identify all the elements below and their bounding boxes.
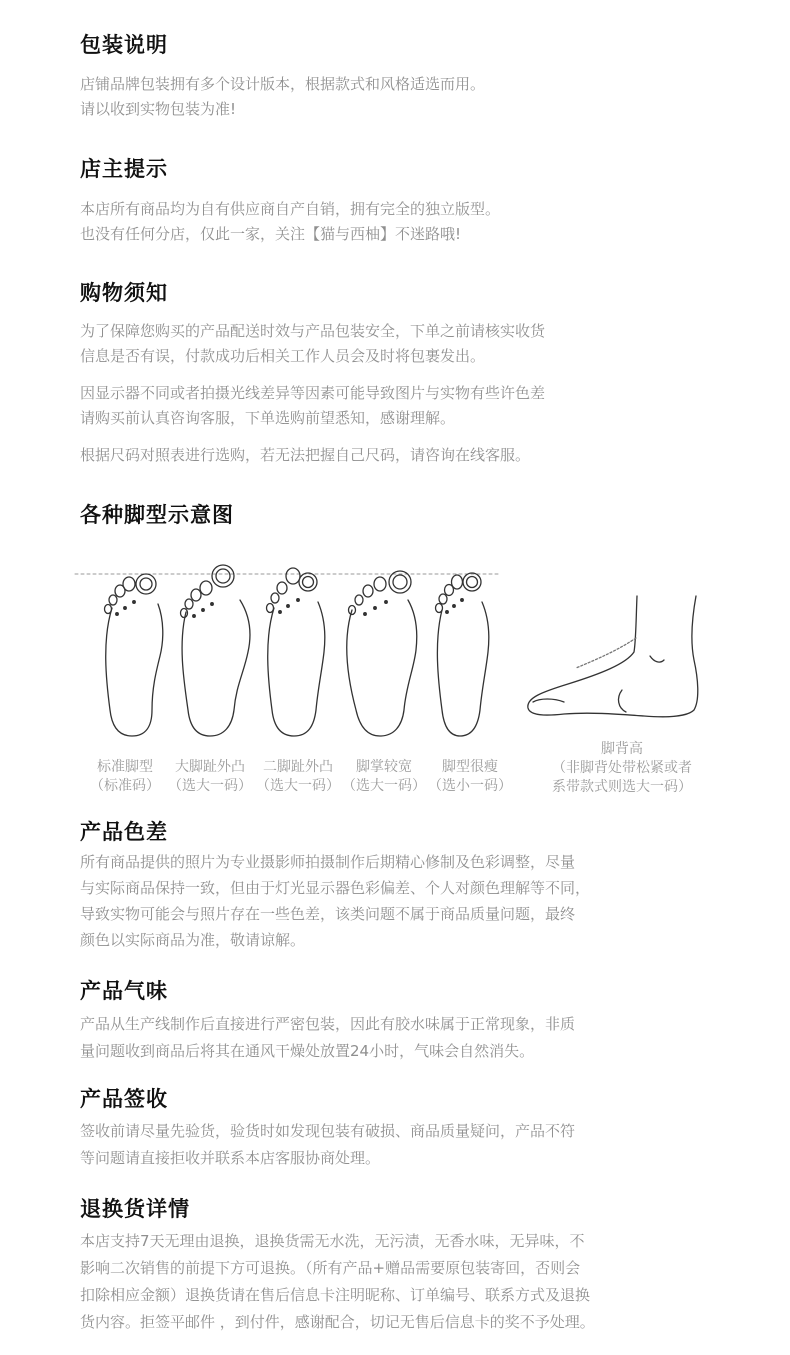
foot-name: 脚掌较宽 <box>356 759 412 775</box>
shopping-text-3 <box>80 443 530 468</box>
size-advice: （选大一码） <box>342 778 426 794</box>
foot-caption-slim <box>424 758 516 796</box>
text-line: 影响二次销售的前提下方可退换。（所有产品+赠品需要原包装寄回，否则会 <box>80 1259 581 1277</box>
foot-slim-icon <box>436 573 489 736</box>
section-title-packaging: 包装说明 <box>80 33 168 57</box>
text-line: 因显示器不同或者拍摄光线差异等因素可能导致图片与实物有些许色差 <box>80 384 546 402</box>
size-advice: （标准码） <box>90 778 160 794</box>
section-title-returns: 退换货详情 <box>80 1197 190 1221</box>
section-title-color: 产品色差 <box>80 820 168 844</box>
text-line: 也没有任何分店，仅此一家，关注【猫与西柚】不迷路哦! <box>80 225 462 243</box>
shopping-text-2 <box>80 381 545 431</box>
text-line: 所有商品提供的照片为专业摄影师拍摄制作后期精心修制及色彩调整，尽量 <box>80 853 576 871</box>
foot-second-toe-outward-icon <box>267 568 325 736</box>
shopping-text-1 <box>80 319 545 369</box>
text-line: 本店支持7天无理由退换，退换货需无水洗，无污渍，无香水味，无异味，不 <box>80 1232 585 1250</box>
foot-standard-icon <box>105 574 163 736</box>
foot-high-instep-icon <box>528 596 698 717</box>
size-advice: （选大一码） <box>168 778 252 794</box>
text-line: 与实际商品保持一致，但由于灯光显示器色彩偏差、个人对颜色理解等不同， <box>80 879 591 897</box>
text-line: 请购买前认真咨询客服，下单选购前望悉知，感谢理解。 <box>80 409 456 427</box>
foot-name: 标准脚型 <box>97 759 153 775</box>
size-advice: 系带款式则选大一码） <box>552 779 692 795</box>
text-line: 导致实物可能会与照片存在一些色差，该类问题不属于商品质量问题，最终 <box>80 905 576 923</box>
foot-big-toe-outward-icon <box>181 565 250 736</box>
section-title-foot-types: 各种脚型示意图 <box>80 503 234 527</box>
foot-caption-second-toe <box>252 758 344 796</box>
text-line: 店铺品牌包装拥有多个设计版本，根据款式和风格适选而用。 <box>80 75 486 93</box>
text-line: 扣除相应金额）退换货请在售后信息卡注明昵称、订单编号、联系方式及退换 <box>80 1286 591 1304</box>
text-line: 请以收到实物包装为准! <box>80 100 237 118</box>
section-title-signing: 产品签收 <box>80 1087 168 1111</box>
foot-caption-standard <box>83 758 167 796</box>
text-line: 产品从生产线制作后直接进行严密包装，因此有胶水味属于正常现象，非质 <box>80 1015 576 1033</box>
foot-name: 二脚趾外凸 <box>263 759 333 775</box>
text-line: 为了保障您购买的产品配送时效与产品包装安全，下单之前请核实收货 <box>80 322 546 340</box>
size-advice: （选大一码） <box>256 778 340 794</box>
foot-types-illustration <box>70 560 720 750</box>
section-title-owner-tips: 店主提示 <box>80 157 168 181</box>
signing-text <box>80 1118 575 1172</box>
text-line: 颜色以实际商品为准，敬请谅解。 <box>80 931 306 949</box>
text-line: 等问题请直接拒收并联系本店客服协商处理。 <box>80 1149 381 1167</box>
foot-name: 脚型很瘦 <box>442 759 498 775</box>
foot-name: 脚背高 <box>601 741 643 757</box>
size-advice: （非脚背处带松紧或者 <box>552 760 692 776</box>
text-line: 量问题收到商品后将其在通风干燥处放置24小时，气味会自然消失。 <box>80 1042 535 1060</box>
odor-text <box>80 1011 575 1065</box>
packaging-text <box>80 72 485 122</box>
foot-name: 大脚趾外凸 <box>175 759 245 775</box>
size-advice: （选小一码） <box>428 778 512 794</box>
text-line: 本店所有商品均为自有供应商自产自销，拥有完全的独立版型。 <box>80 200 501 218</box>
text-line: 签收前请尽量先验货，验货时如发现包装有破损、商品质量疑问，产品不符 <box>80 1122 576 1140</box>
foot-wide-icon <box>347 571 417 736</box>
text-line: 根据尺码对照表进行选购，若无法把握自己尺码，请咨询在线客服。 <box>80 446 531 464</box>
foot-caption-high-instep <box>532 740 712 797</box>
foot-caption-wide <box>338 758 430 796</box>
text-line: 信息是否有误，付款成功后相关工作人员会及时将包裹发出。 <box>80 347 486 365</box>
returns-text <box>80 1228 595 1336</box>
color-text <box>80 849 590 953</box>
section-title-shopping: 购物须知 <box>80 281 168 305</box>
text-line: 货内容。拒签平邮件 ，到付件，感谢配合，切记无售后信息卡的奖不予处理。 <box>80 1313 595 1331</box>
foot-caption-big-toe <box>164 758 256 796</box>
section-title-odor: 产品气味 <box>80 979 168 1003</box>
owner-tips-text <box>80 197 500 247</box>
